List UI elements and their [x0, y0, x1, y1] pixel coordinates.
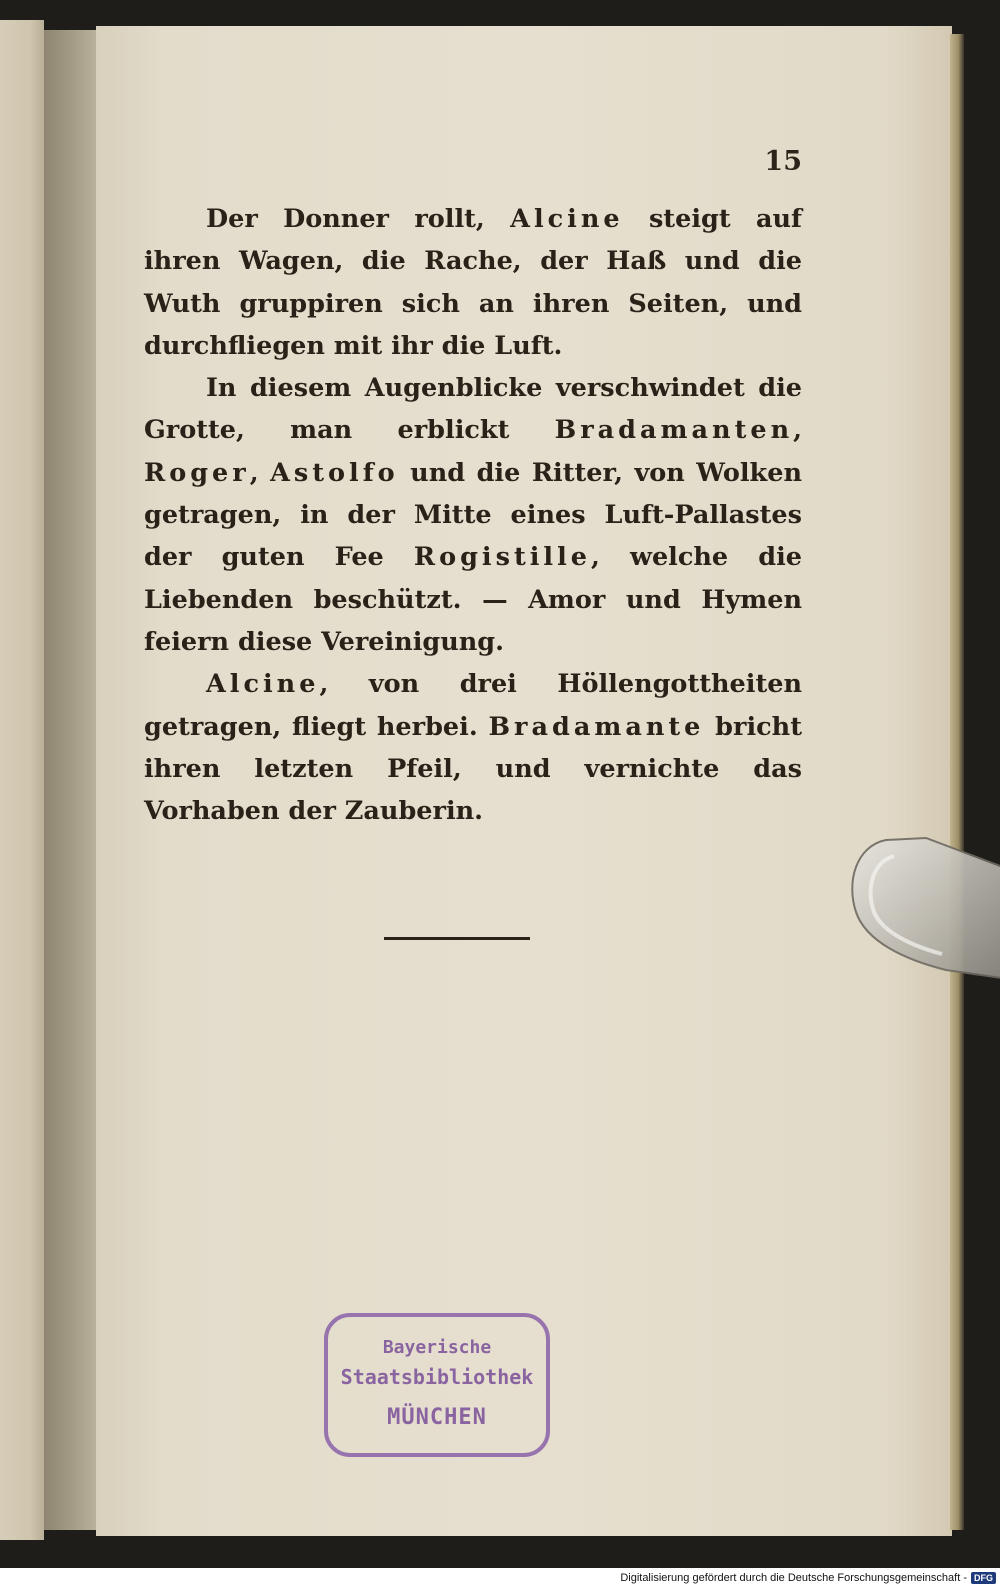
spaced-name: Bradamanten: [554, 415, 794, 446]
facing-page-edge: [0, 20, 44, 1540]
book-gutter: [44, 30, 102, 1530]
spaced-name: Roger: [144, 457, 250, 488]
text-run: steigt auf ihren Wagen, die Rache, der Haß und die Wuth gruppiren sich an ihren Seiten, und durchfliegen mit ihr die Luft.: [144, 204, 802, 361]
spaced-name: Bradamante: [488, 711, 705, 742]
credit-text: Digitalisierung gefördert durch die Deutsche Forschungsgemeinschaft -: [620, 1572, 967, 1584]
page-fore-edge: [950, 34, 964, 1530]
page-holder-clip: [846, 832, 1000, 980]
text-run: ,: [249, 457, 271, 488]
spaced-name: Alcine: [206, 669, 320, 700]
text-run: Der Donner rollt,: [206, 204, 511, 234]
dfg-logo: DFG: [971, 1572, 996, 1584]
stamp-line-2: Staatsbibliothek: [340, 1365, 534, 1389]
section-end-rule: [384, 937, 530, 940]
page-number: 15: [764, 146, 802, 177]
paragraph: [144, 663, 802, 832]
paragraph: [144, 198, 802, 367]
spaced-name: Alcine: [510, 204, 624, 234]
text-run: , welche die Liebenden beschützt. — Amor und Hymen feiern diese Vereinigung.: [144, 542, 802, 657]
text-run: , von drei Höllengottheiten getragen, fliegt herbei.: [144, 669, 802, 742]
text-run: In diesem Augenblicke verschwindet die Grotte, man erblickt: [144, 373, 802, 446]
stamp-line-1: Bayerische: [382, 1337, 492, 1358]
digitization-credit: [620, 1572, 996, 1584]
text-run: ,: [793, 415, 802, 446]
page-text: [144, 198, 802, 832]
text-run: und die Ritter, von Wolken getragen, in der Mitte eines Luft-Pallastes der guten Fee: [144, 457, 802, 573]
library-stamp: [324, 1313, 550, 1457]
spaced-name: Astolfo: [270, 457, 399, 488]
paragraph: [144, 367, 802, 663]
spaced-name: Rogistille: [413, 542, 592, 573]
text-run: bricht ihren letzten Pfeil, und vernichte das Vorhaben der Zauberin.: [144, 711, 802, 827]
stamp-line-3: MÜNCHEN: [387, 1405, 487, 1430]
